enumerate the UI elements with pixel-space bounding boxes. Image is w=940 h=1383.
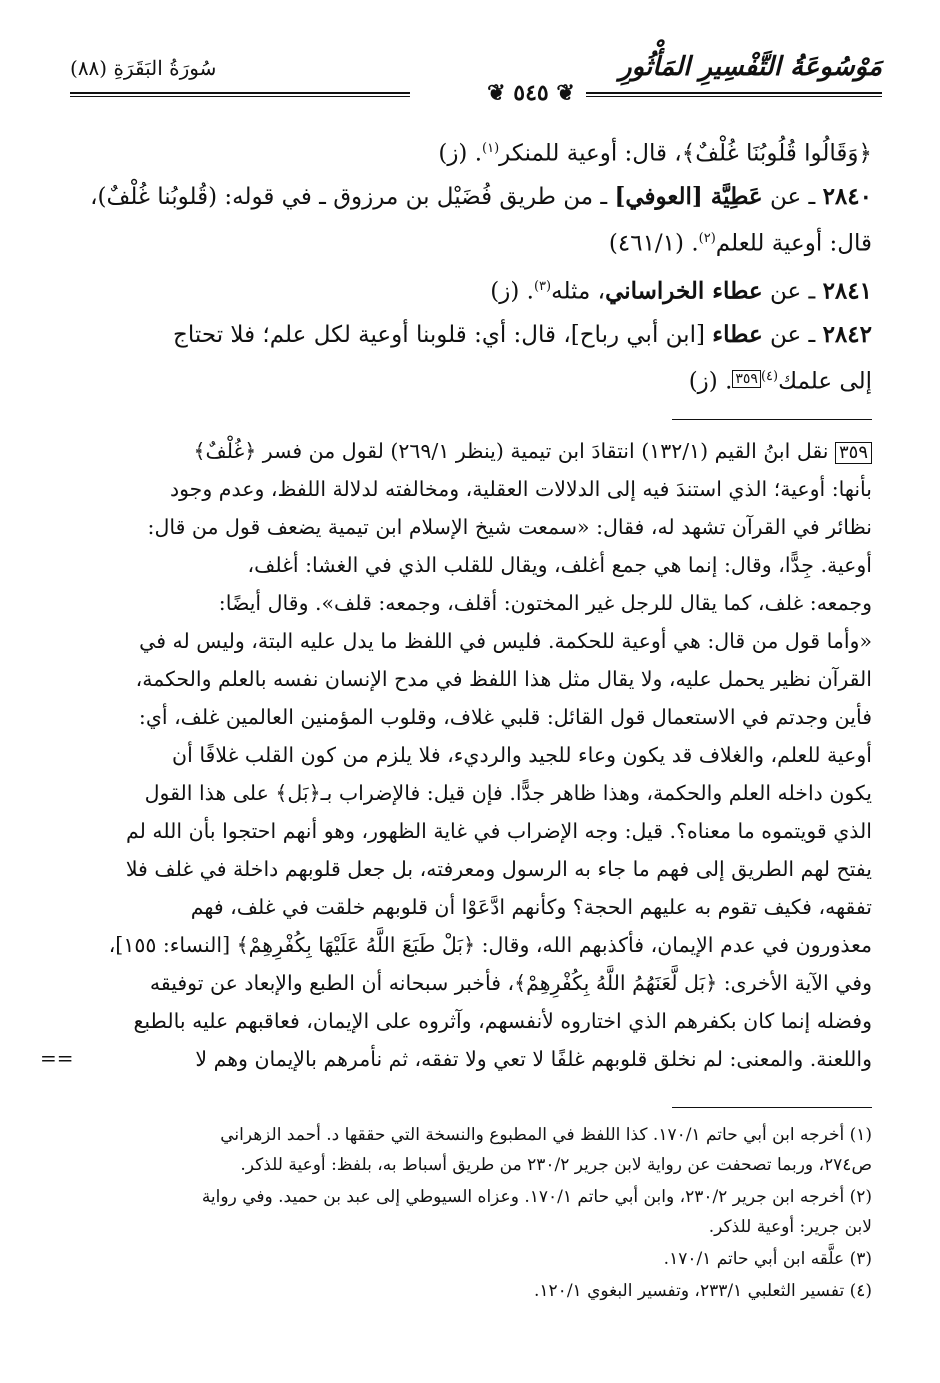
continuation-mark: == (40, 1046, 74, 1070)
commentary-line: يفتح لهم الطريق إلى فهم ما جاء به الرسول ومعرفته، بل جعل قلوبهم داخلة في غلف فلا (125, 857, 872, 881)
commentary-line: وجمعه: غلف، كما يقال للرجل غير المختون: أقلف، وجمعه: قلف». وقال أيضًا: (218, 591, 872, 615)
page-header (70, 52, 882, 108)
commentary-line: نظائر في القرآن تشهد له، فقال: «سمعت شيخ الإسلام ابن تيمية يضعف قول من قال: (147, 515, 872, 539)
commentary-line: ٣٥٩ نقل ابنُ القيم (١٣٢/١) انتقادَ ابن تيمية (ينظر ٢٦٩/١) لقول من فسر ﴿غُلْفٌ﴾ (68, 436, 872, 466)
surah-label: سُورَةُ البَقَرَةِ (٨٨) (70, 56, 217, 80)
footnote-separator (672, 1107, 872, 1108)
entry-number: ٢٨٤٠ (822, 183, 872, 210)
page-number: ❦ ٥٤٥ ❦ (476, 80, 586, 106)
entry-line: ٢٨٤١ ـ عن عطاء الخراساني، مثله$^{(٣)}$. (ز) (490, 277, 872, 305)
entry-line: إلى علمك$^{(٤)}$٣٥٩. (ز) (688, 368, 872, 395)
footnote-line: (٤) تفسير الثعلبي ٢٣٣/١، وتفسير البغوي ١٢٠/١. (534, 1281, 872, 1301)
header-rule-left-thin (70, 96, 410, 97)
entry-line: ٢٨٤٢ ـ عن عطاء [ابن أبي رباح]، قال: أي: قلوبنا أوعية لكل علم؛ فلا تحتاج (173, 321, 872, 348)
commentary-line: «وأما قول من قال: هي أوعية للحكمة. فليس في اللفظ ما يدل عليه البتة، وليس له في (139, 629, 872, 653)
commentary-separator (672, 419, 872, 420)
footnote-line: (٣) علَّقه ابن أبي حاتم ١٧٠/١. (663, 1249, 872, 1269)
footnote-line: ص٢٧٤، وربما تصحفت عن رواية لابن جرير ٢٣٠/٢ من طريق أسباط به، بلفظ: أوعية للذكر. (240, 1155, 872, 1175)
commentary-line: أوعية. جِدًّا، وقال: إنما هي جمع أغلف، ويقال للقلب الذي في الغشا: أغلف، (247, 553, 872, 577)
commentary-line: القرآن نظير يحمل عليه، ولا يقال مثل هذا اللفظ في مدح الإنسان نفسه بالعلم والحكمة، (135, 667, 872, 691)
commentary-line: فأين وجدتم في الاستعمال قول القائل: قلبي غلاف، وقلوب المؤمنين العالمين غلف، أي: (138, 705, 872, 729)
header-rule-left (70, 92, 410, 94)
entry-number: ٢٨٤١ (822, 277, 872, 305)
commentary-line: بأنها: أوعية؛ الذي استندَ فيه إلى الدلالات العقلية، ومخالفته لدلالة اللفظ، وعدم وجود (169, 477, 872, 501)
entry-line: ٢٨٤٠ ـ عن عَطِيَّة [العوفي] ـ من طريق فُضَيْل بن مرزوق ـ في قوله: (قُلوبُنا غُلْفٌ)، (90, 183, 872, 210)
commentary-line: الذي قويتموه ما معناه؟. قيل: وجه الإضراب في غاية الظهور، وهو أنهم احتجوا بأن الله لم (125, 819, 872, 843)
entry-line: قال: أوعية للعلم$^{(٢)}$. (٤٦١/١) (608, 230, 872, 257)
entry-line: ﴿وَقَالُوا قُلُوبُنَا غُلْفٌ﴾، قال: أوعية للمنكر$^{(١)}$. (ز) (438, 140, 872, 167)
commentary-line: يكون داخله العلم والحكمة، وهذا ظاهر جدًّا. فإن قيل: فالإضراب بـ﴿بَل﴾ على هذا القول (144, 781, 872, 805)
commentary-line: واللعنة. والمعنى: لم نخلق قلوبهم غلفًا لا تعي ولا تفقه، ثم نأمرهم بالإيمان وهم لا (195, 1047, 872, 1071)
commentary-line: أوعية للعلم، والغلاف قد يكون وعاء للجيد والرديء، فلا يلزم من كون القلب غلافًا أن (172, 743, 872, 767)
book-title: مَوْسُوعَةُ التَّفْسِيرِ المَأْثُورِ (619, 52, 882, 82)
commentary-box-number: ٣٥٩ (835, 442, 872, 464)
commentary-line: وفضله إنما كان بكفرهم الذي اختاروه لأنفسهم، وآثروه على الإيمان، فعاقبهم عليه بالطبع (133, 1009, 872, 1033)
commentary-ref-box: ٣٥٩ (732, 370, 761, 388)
footnote-line: (١) أخرجه ابن أبي حاتم ١٧٠/١. كذا اللفظ في المطبوع والنسخة التي حققها د. أحمد الزهراني (220, 1125, 872, 1145)
commentary-line: معذورون في عدم الإيمان، فأكذبهم الله، وقال: ﴿بَلْ طَبَعَ اللَّهُ عَلَيْهَا بِكُفْرِهِمْ﴾ [النساء: ١٥٥]، (108, 933, 872, 957)
entry-number: ٢٨٤٢ (822, 321, 872, 348)
footnote-line: لابن جرير: أوعية للذكر. (708, 1217, 872, 1237)
commentary-line: تفقهه، فكيف تقوم به عليهم الحجة؟ وكأنهم ادَّعَوْا أن قلوبهم خلقت في غلف، فهم (190, 895, 872, 919)
commentary-line: وفي الآية الأخرى: ﴿بَل لَّعَنَهُمُ اللَّهُ بِكُفْرِهِمْ﴾، فأخبر سبحانه أن الطبع والإبعاد عن توفيقه (149, 971, 872, 995)
footnote-line: (٢) أخرجه ابن جرير ٢٣٠/٢، وابن أبي حاتم ١٧٠/١. وعزاه السيوطي إلى عبد بن حميد. وفي رواية (201, 1187, 872, 1207)
